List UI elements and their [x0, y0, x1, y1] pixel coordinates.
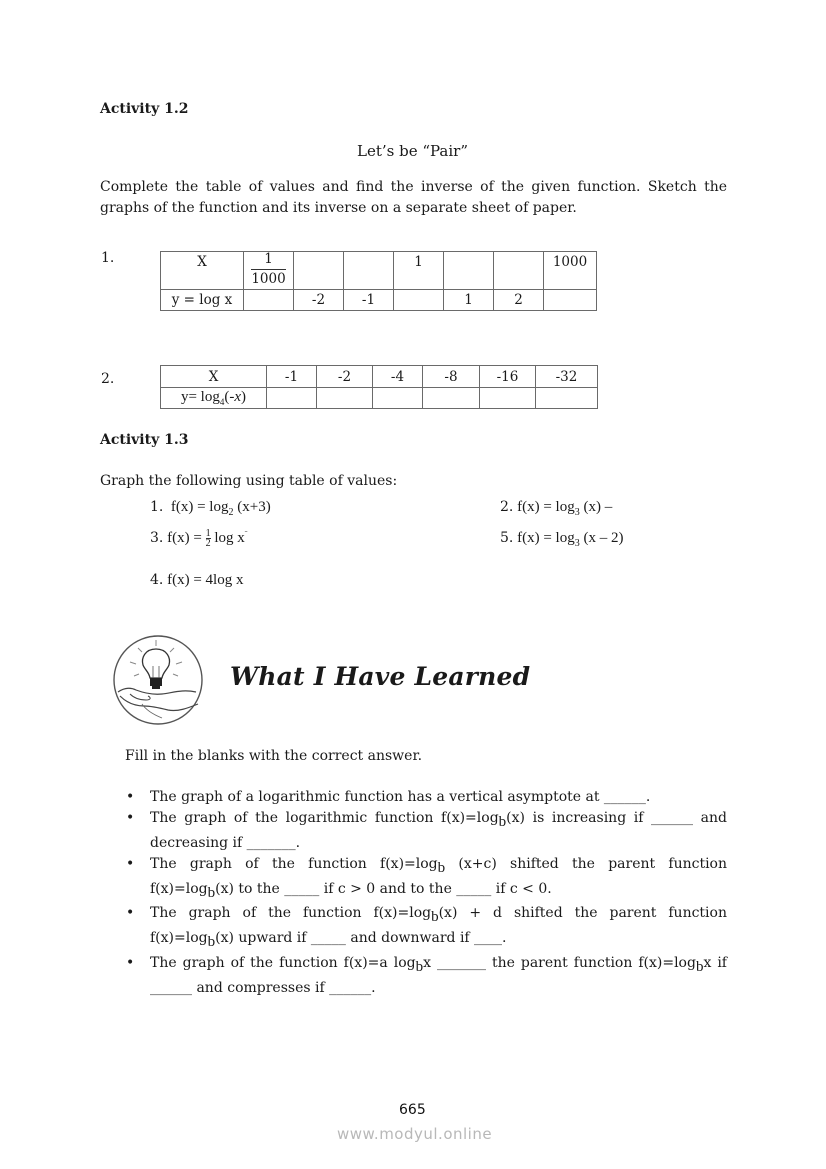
- log-base: 2: [228, 507, 234, 518]
- log-base: 3: [574, 538, 580, 549]
- item-number: 4.: [150, 572, 164, 588]
- table1-y-cell: 1: [444, 290, 494, 311]
- table2-y-cell[interactable]: [373, 388, 423, 409]
- table2-x-header: X: [161, 366, 267, 388]
- activity-1-2-heading: Activity 1.2: [100, 101, 189, 117]
- table2-x-cell: -8: [423, 366, 480, 388]
- bullet-icon: •: [126, 855, 135, 872]
- table1-x-cell-fraction: [244, 252, 294, 290]
- graph-item-3: [150, 529, 247, 548]
- table1-x-cell[interactable]: [344, 252, 394, 290]
- table1-y-cell: -1: [344, 290, 394, 311]
- what-i-have-learned-title: What I Have Learned: [230, 662, 531, 691]
- table2-y-cell[interactable]: [317, 388, 373, 409]
- table1-y-cell[interactable]: [244, 290, 294, 311]
- table1-values: [160, 251, 597, 311]
- table1-x-header: X: [161, 252, 244, 290]
- graph-item-5: [500, 530, 623, 549]
- lightbulb-hand-icon: [112, 634, 204, 726]
- item-number: 1.: [150, 499, 164, 515]
- fill-in-blanks-list: [124, 787, 727, 999]
- list-item-text: The graph of the function f(x)=log: [150, 855, 438, 872]
- bullet-icon: •: [126, 954, 135, 971]
- item-expr-tail: (x) –: [579, 499, 613, 515]
- table2-x-cell: -1: [267, 366, 317, 388]
- list-item: [124, 808, 727, 854]
- list-item-text: (x) upward if _____ and downward if ____.: [215, 930, 507, 947]
- table1-y-header: y = log x: [161, 290, 244, 311]
- table1-x-cell[interactable]: [494, 252, 544, 290]
- list-item-text: (x) + d shifted the parent function f(x)=log: [150, 905, 727, 947]
- item-expr-tail: log x: [210, 530, 245, 546]
- fraction-denominator: 1000: [251, 271, 286, 287]
- bullet-icon: •: [126, 905, 135, 922]
- activity-1-2-subtitle: Let’s be “Pair”: [357, 142, 469, 160]
- table1-x-row: [161, 252, 597, 290]
- activity-1-2-instructions: Complete the table of values and find the inverse of the given function. Sketch the graphs of the function and its inverse on a separate sheet of paper.: [100, 179, 727, 216]
- list-item-text: (x) is increasing if ______ and decreasing if _______.: [150, 810, 727, 851]
- graph-item-4: [150, 572, 243, 589]
- list-item: [124, 953, 727, 999]
- y-header-prefix: y= log: [180, 389, 220, 405]
- item-number: 5.: [500, 530, 514, 546]
- table2-y-row: [161, 388, 598, 409]
- fraction-numerator: 1: [205, 528, 211, 540]
- log-base: 3: [574, 507, 580, 518]
- table1-y-cell: -2: [294, 290, 344, 311]
- what-i-have-learned-instructions: Fill in the blanks with the correct answer.: [125, 748, 423, 764]
- y-header-paren-open: (-: [224, 389, 235, 405]
- table1-x-cell: 1000: [544, 252, 597, 290]
- list-item-text: (x) to the _____ if c > 0 and to the _____ if c < 0.: [215, 880, 552, 897]
- table1-x-cell[interactable]: [444, 252, 494, 290]
- table2-y-cell[interactable]: [423, 388, 480, 409]
- table2-y-cell[interactable]: [536, 388, 598, 409]
- log-base: b: [207, 884, 216, 901]
- graph-item-2: [500, 499, 612, 518]
- table1-y-cell[interactable]: [544, 290, 597, 311]
- table2-label: 2.: [101, 371, 115, 387]
- log-base: b: [431, 909, 439, 926]
- table2-y-cell[interactable]: [480, 388, 536, 409]
- page-number: 665: [399, 1102, 426, 1118]
- watermark: www.modyul.online: [337, 1125, 493, 1143]
- bullet-icon: •: [126, 789, 135, 805]
- table1-y-cell: 2: [494, 290, 544, 311]
- log-base: b: [498, 813, 507, 830]
- graph-item-1: [150, 499, 271, 518]
- list-item-text: The graph of the function f(x)=log: [150, 905, 432, 922]
- table2-y-header: [161, 388, 267, 409]
- item-expr: f(x) = log: [517, 530, 575, 546]
- log-base: b: [695, 958, 704, 975]
- item-number: 2.: [500, 499, 514, 515]
- list-item: [124, 787, 727, 808]
- activity-1-3-instructions: Graph the following using table of values:: [100, 473, 398, 489]
- item-expr-tail: (x+3): [233, 499, 271, 515]
- table2-y-cell[interactable]: [267, 388, 317, 409]
- log-base: b: [437, 859, 446, 876]
- table2-values: [160, 365, 598, 409]
- table2-x-cell: -32: [536, 366, 598, 388]
- table2-x-cell: -2: [317, 366, 373, 388]
- list-item-text: The graph of the logarithmic function f(x)=log: [150, 810, 499, 826]
- item-expr: f(x) = log: [517, 499, 575, 515]
- table2-x-row: [161, 366, 598, 388]
- list-item-text: (x+c) shifted the parent function f(x)=log: [150, 855, 727, 897]
- table1-x-cell: 1: [394, 252, 444, 290]
- y-header-var: x: [234, 389, 242, 405]
- item-expr: f(x) = log: [170, 499, 229, 515]
- table1-x-cell[interactable]: [294, 252, 344, 290]
- bullet-icon: •: [126, 810, 135, 826]
- table2-x-cell: -16: [480, 366, 536, 388]
- log-base: b: [207, 933, 216, 950]
- table1-label: 1.: [101, 250, 115, 266]
- fraction-denominator: 2: [205, 538, 211, 550]
- list-item-text: x if ______ and compresses if ______.: [150, 954, 727, 996]
- y-header-paren-close: ): [241, 389, 247, 405]
- item-expr: f(x) =: [167, 530, 206, 546]
- list-item: [124, 903, 727, 953]
- log-base: 4: [219, 397, 225, 407]
- log-base: b: [415, 958, 424, 975]
- item-number: 3.: [150, 530, 164, 546]
- table1-y-cell[interactable]: [394, 290, 444, 311]
- item-expr: f(x) = 4log x: [167, 572, 244, 588]
- list-item: [124, 854, 727, 904]
- list-item-text: x _______ the parent function f(x)=log: [423, 954, 696, 971]
- activity-1-3-heading: Activity 1.3: [100, 432, 189, 448]
- table1-y-row: [161, 290, 597, 311]
- fraction: [251, 252, 285, 287]
- item-expr-tail: (x – 2): [579, 530, 624, 546]
- fraction-numerator: 1: [251, 252, 285, 270]
- list-item-text: The graph of the function f(x)=a log: [150, 954, 416, 971]
- table2-x-cell: -4: [373, 366, 423, 388]
- list-item-text: The graph of a logarithmic function has a vertical asymptote at ______.: [150, 789, 651, 805]
- item-superscript: ˉ: [244, 529, 248, 538]
